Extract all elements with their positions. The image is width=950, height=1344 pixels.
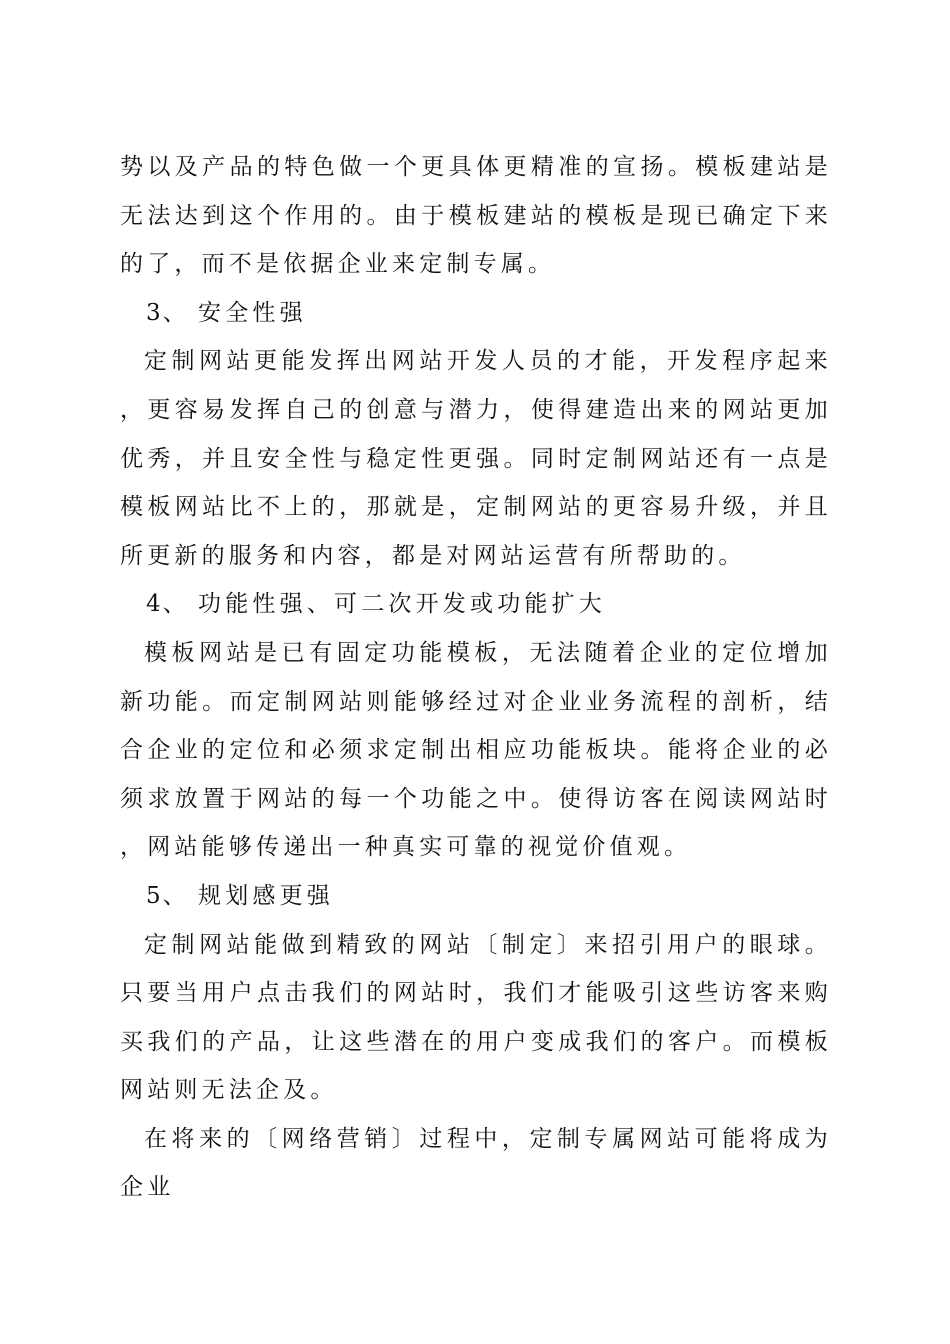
section-heading-4 [120, 580, 832, 629]
paragraph-security: 定制网站更能发挥出网站开发人员的才能，开发程序起来，更容易发挥自己的创意与潜力，使得建造出来的网站更加优秀，并且安全性与稳定性更强。同时定制网站还有一点是模板网站比不上的，那就是，定制网站的更容易升级，并且所更新的服务和内容，都是对网站运营有所帮助的。 [120, 348, 832, 569]
section-number: 5、 [146, 882, 188, 909]
document-page [120, 143, 832, 1212]
paragraph-continuation: 势以及产品的特色做一个更具体更精准的宣扬。模板建站是无法达到这个作用的。由于模板建站的模板是现已确定下来的了，而不是依据企业来定制专属。 [120, 154, 832, 278]
section-heading-3 [120, 289, 832, 338]
section-title: 规划感更强 [198, 882, 334, 909]
section-number: 3、 [146, 299, 188, 326]
paragraph-conclusion: 在将来的〔网络营销〕过程中，定制专属网站可能将成为企业 [120, 1125, 832, 1201]
section-heading-5 [120, 872, 832, 921]
section-number: 4、 [146, 591, 188, 618]
paragraph-functionality: 模板网站是已有固定功能模板，无法随着企业的定位增加新功能。而定制网站则能够经过对企业业务流程的剖析，结合企业的定位和必须求定制出相应功能板块。能将企业的必须求放置于网站的每一个功能之中。使得访客在阅读网站时，网站能够传递出一种真实可靠的视觉价值观。 [120, 639, 832, 861]
section-title: 功能性强、可二次开发或功能扩大 [198, 591, 606, 618]
section-title: 安全性强 [198, 299, 307, 326]
paragraph-design: 定制网站能做到精致的网站〔制定〕来招引用户的眼球。只要当用户点击我们的网站时，我们才能吸引这些访客来购买我们的产品，让这些潜在的用户变成我们的客户。而模板网站则无法企及。 [120, 931, 832, 1104]
